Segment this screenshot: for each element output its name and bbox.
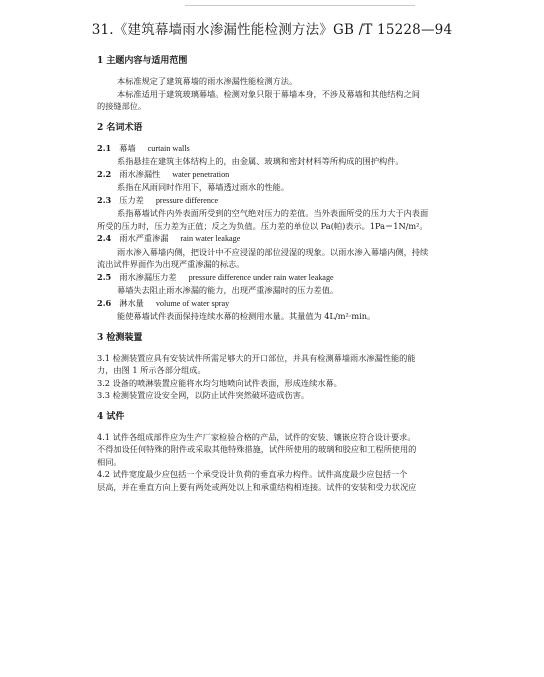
top-edge-rule	[185, 0, 415, 6]
term-en: pressure difference	[155, 195, 219, 205]
term-2-3	[97, 194, 477, 208]
clause-3-1-line1: 3.1 检测装置应具有安装试件所需足够大的开口部位，并具有检测幕墙雨水渗漏性能的能	[97, 352, 416, 363]
term-cn: 淋水量	[119, 297, 144, 308]
section-heading-1: 1 主题内容与适用范围	[97, 56, 188, 66]
term-en: water penetration	[172, 169, 230, 179]
section-heading-2: 2 名词术语	[97, 122, 143, 133]
term-2-3-def-line2: 所受的压力时，压力差为正值；反之为负值。压力差的单位以 Pa(帕)表示。1Pa＝1N/m²。	[97, 220, 428, 231]
term-number: 2.2	[97, 168, 112, 179]
clause-4-1-line1: 4.1 试件各组成部件应为生产厂家检验合格的产品，试件的安装、镶嵌应符合设计要求。	[97, 431, 416, 442]
term-2-5-def: 幕墙失去阻止雨水渗漏的能力，出现严重渗漏时的压力差值。	[117, 285, 339, 295]
clause-4-1-line2: 不得加设任何特殊的附件或采取其他特殊措施，试件所使用的玻璃和胶应和工程所使用的	[97, 444, 417, 454]
page-title: 31.《建筑幕墙雨水渗漏性能检测方法》GB /T 15228—94	[91, 22, 453, 38]
clause-4-1-line3: 相同。	[97, 456, 122, 467]
term-2-1-def: 系指悬挂在建筑主体结构上的，由金属、玻璃和密封材料等所构成的围护构件。	[117, 156, 404, 166]
clause-4-2-line2: 层高，并在垂直方向上要有两处或两处以上和承重结构相连接。试件的安装和受力状况应	[97, 481, 417, 492]
term-en: volume of water spray	[155, 298, 230, 308]
term-2-1	[97, 142, 477, 156]
term-2-4-def-line1: 雨水渗入幕墙内侧，把设计中不应浸湿的部位浸湿的现象。以雨水渗入幕墙内侧，持续	[117, 246, 429, 257]
section-heading-3: 3 检测装置	[97, 332, 143, 343]
clause-4-2-line1: 4.2 试件宽度最少应包括一个承受设计负荷的垂直承力构件。试件高度最少应包括一个	[97, 469, 408, 479]
term-2-4-def-line2: 流出试件界面作为出现严重渗漏的标志。	[97, 259, 245, 269]
term-cn: 雨水渗漏性	[119, 168, 161, 179]
term-number: 2.5	[97, 271, 112, 282]
term-cn: 雨水渗漏压力差	[119, 271, 177, 282]
term-number: 2.1	[97, 142, 112, 153]
term-cn: 幕墙	[119, 142, 136, 153]
clause-3-3: 3.3 检测装置应设安全网，以防止试件突然破坏造成伤害。	[97, 390, 310, 400]
section-heading-4: 4 试件	[97, 411, 125, 422]
term-2-5	[97, 271, 477, 285]
term-2-4	[97, 232, 477, 246]
term-en: pressure difference under rain water leakage	[188, 272, 334, 282]
term-number: 2.4	[97, 233, 112, 243]
term-2-2	[97, 168, 477, 182]
term-2-2-def: 系指在风雨同时作用下，幕墙透过雨水的性能。	[117, 182, 289, 192]
term-cn: 压力差	[119, 194, 144, 205]
clause-3-2: 3.2 设备的喷淋装置应能将水均匀地喷向试件表面，形成连续水幕。	[97, 377, 342, 388]
term-cn: 雨水严重渗漏	[119, 233, 169, 243]
paragraph-1-2a: 本标准适用于建筑玻璃幕墙。检测对象只限于幕墙本身，不涉及幕墙和其他结构之间	[117, 88, 420, 99]
term-2-6-def: 能使幕墙试件表面保持连续水幕的检测用水量。其量值为 4L/m²·min。	[117, 311, 376, 321]
clause-3-1-line2: 力，由图 1 所示各部分组成。	[97, 365, 206, 375]
paragraph-1-2b: 的接缝部位。	[97, 101, 147, 111]
paragraph-1-1: 本标准规定了建筑幕墙的雨水渗漏性能检测方法。	[117, 76, 298, 86]
term-en: rain water leakage	[180, 234, 241, 243]
term-2-3-def-line1: 系指幕墙试件内外表面所受到的空气绝对压力的差值。当外表面所受的压力大于内表面	[117, 208, 429, 218]
term-2-6	[97, 297, 477, 311]
term-number: 2.6	[97, 297, 112, 308]
document-body	[97, 56, 477, 493]
term-en: curtain walls	[147, 143, 190, 153]
term-number: 2.3	[97, 194, 112, 205]
